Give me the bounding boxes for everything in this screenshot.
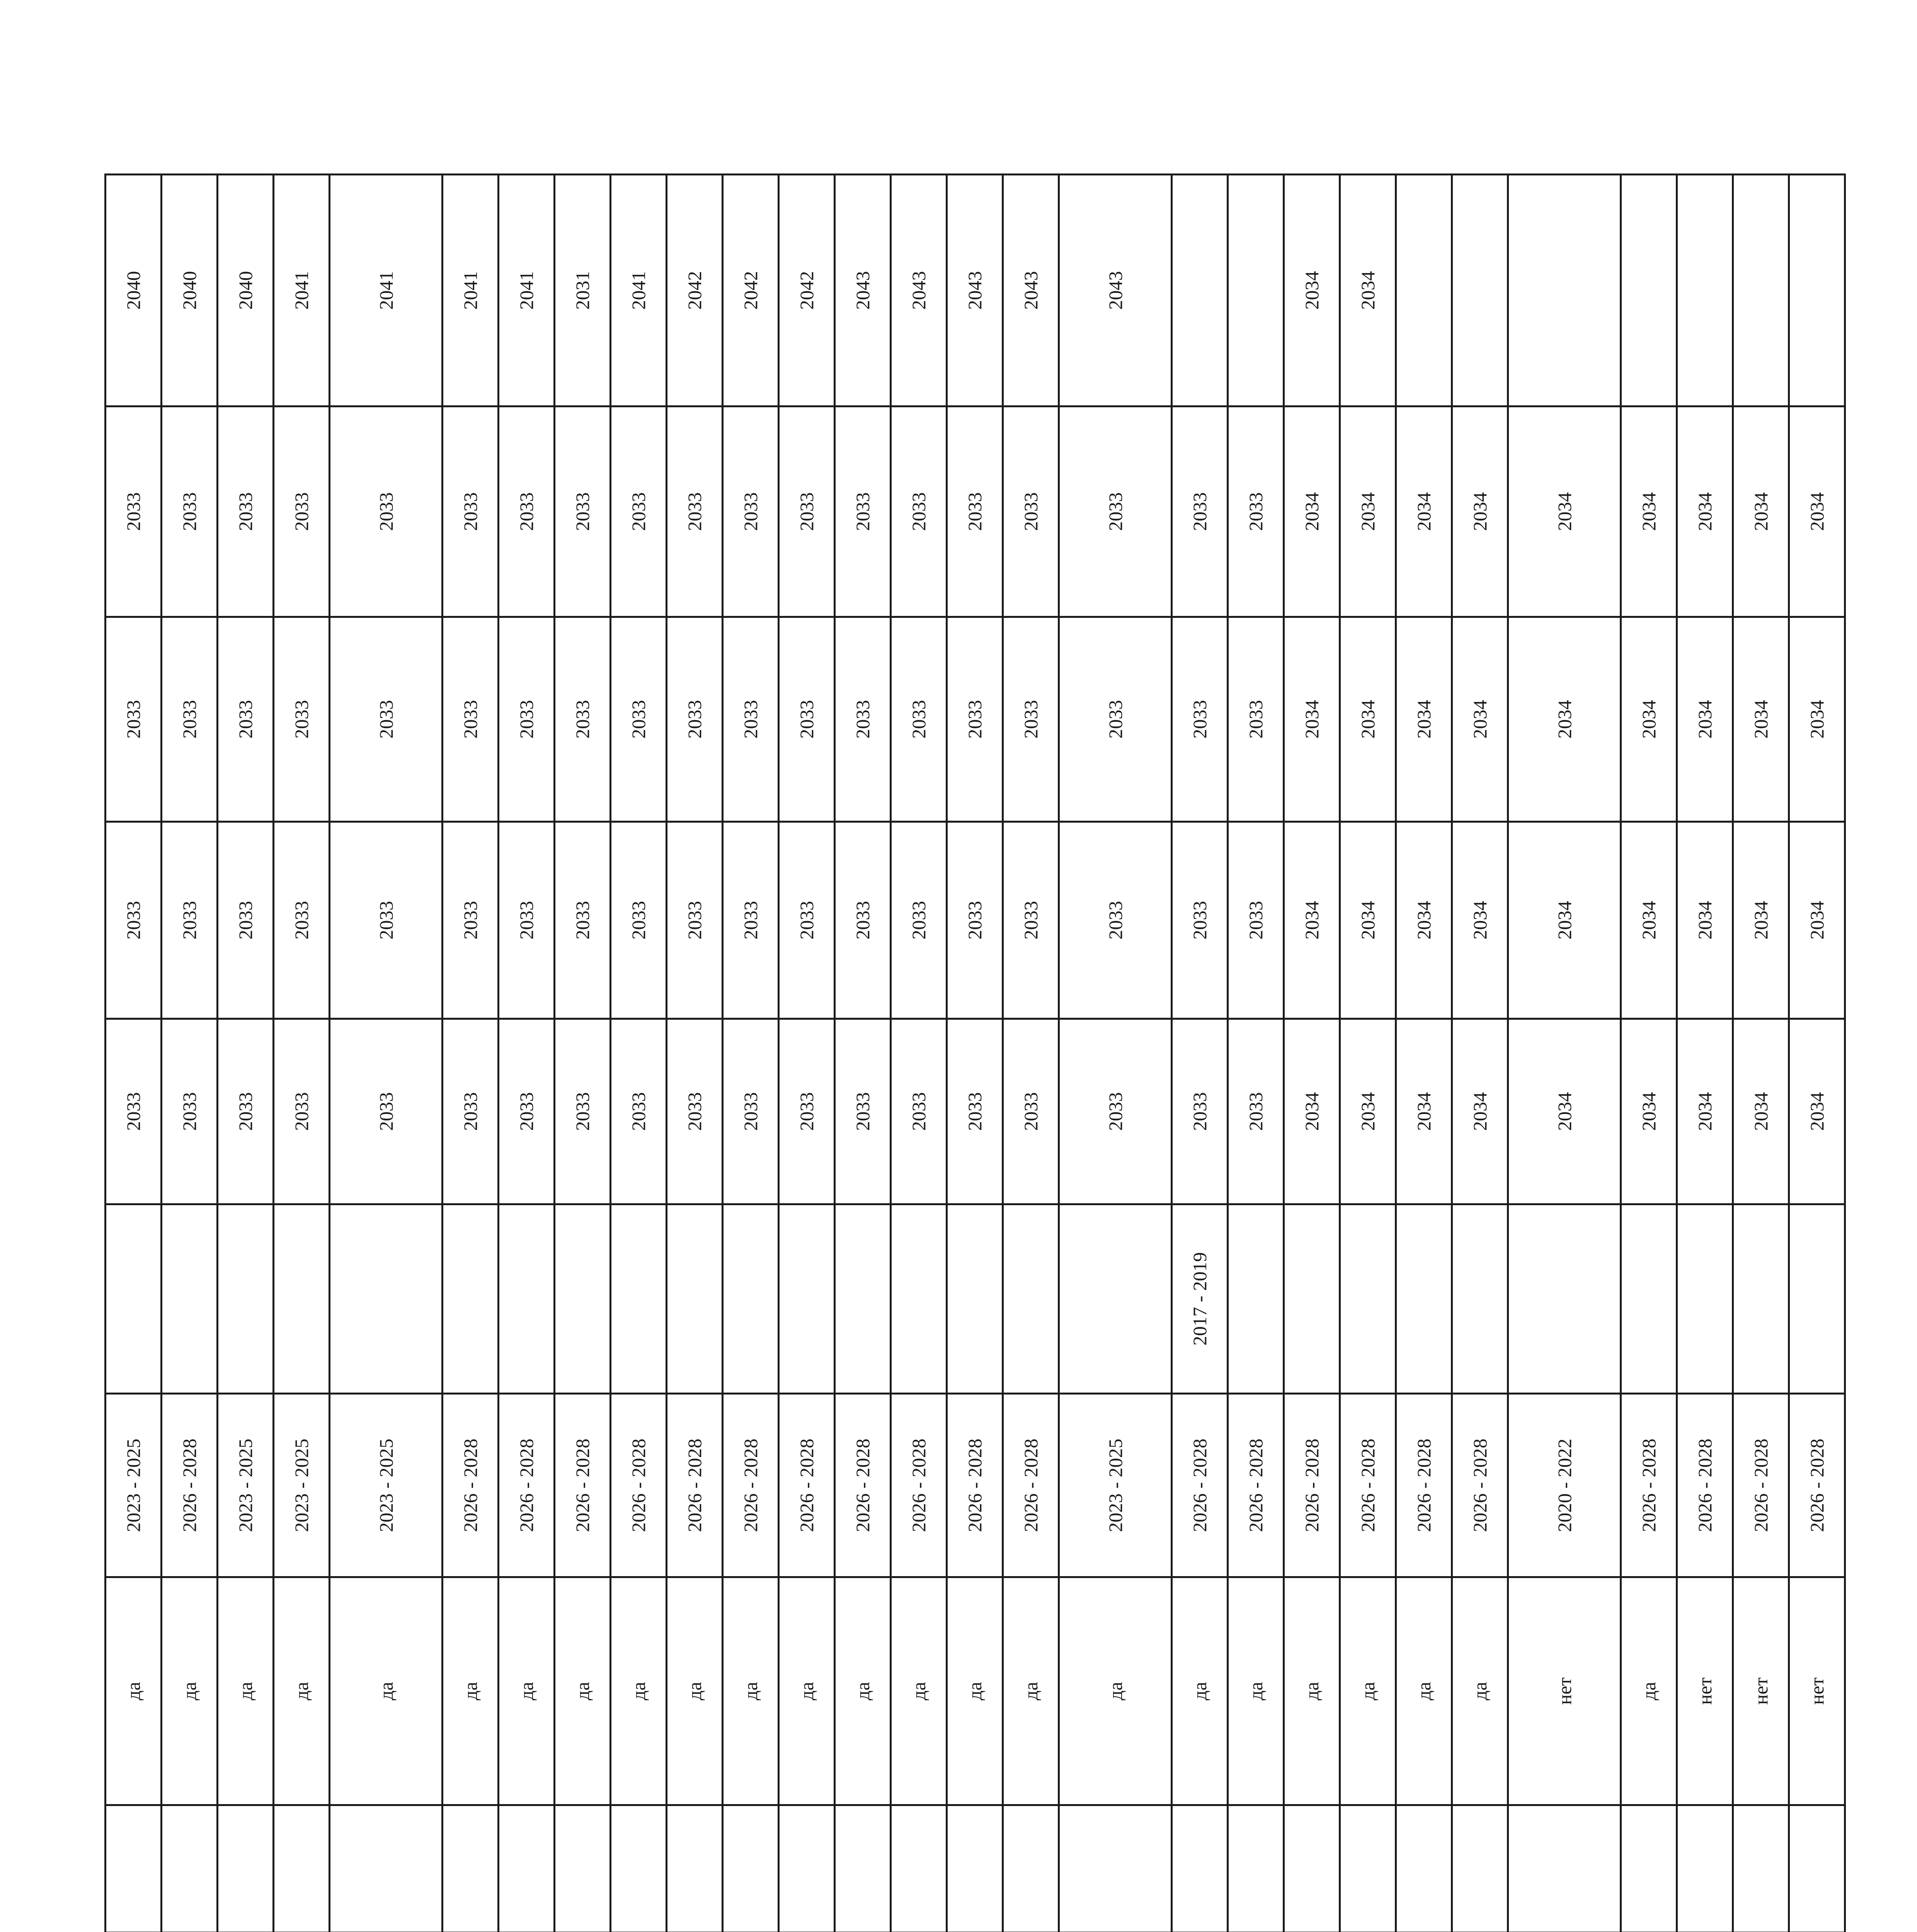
year-col-10-cell: 2033	[1003, 1019, 1059, 1204]
period-b-cell	[330, 1204, 443, 1394]
column-6-cell	[1172, 1805, 1228, 1932]
year-col-12-cell: 2033	[1059, 617, 1172, 822]
table-row	[443, 175, 499, 1932]
table-row	[1733, 175, 1789, 1932]
column-6-cell	[274, 1805, 330, 1932]
table-row	[1340, 175, 1396, 1932]
year-col-11-cell: 2033	[106, 822, 162, 1019]
year-col-14-cell	[1396, 175, 1452, 406]
year-col-11-cell: 2034	[1677, 822, 1733, 1019]
column-7-cell: да	[1172, 1577, 1228, 1805]
column-6-cell	[106, 1805, 162, 1932]
table-row	[1789, 175, 1845, 1932]
year-col-11-cell: 2033	[1059, 822, 1172, 1019]
column-7-cell: да	[1284, 1577, 1340, 1805]
column-6-cell	[1677, 1805, 1733, 1932]
period-a-cell: 2023 - 2025	[1059, 1394, 1172, 1577]
period-a-cell: 2026 - 2028	[611, 1394, 667, 1577]
column-7-cell: да	[106, 1577, 162, 1805]
year-col-10-cell: 2034	[1340, 1019, 1396, 1204]
year-col-11-cell: 2034	[1452, 822, 1508, 1019]
year-col-12-cell: 2033	[274, 617, 330, 822]
year-col-12-cell: 2034	[1340, 617, 1396, 822]
column-7-cell: да	[162, 1577, 218, 1805]
year-col-13-cell: 2034	[1340, 406, 1396, 617]
period-b-cell	[611, 1204, 667, 1394]
year-col-10-cell: 2033	[779, 1019, 835, 1204]
year-col-13-cell: 2033	[667, 406, 723, 617]
year-col-10-cell: 2033	[274, 1019, 330, 1204]
table-row	[779, 175, 835, 1932]
table-row	[1677, 175, 1733, 1932]
year-col-11-cell: 2033	[667, 822, 723, 1019]
table-row	[1396, 175, 1452, 1932]
year-col-13-cell: 2033	[499, 406, 555, 617]
year-col-13-cell: 2033	[611, 406, 667, 617]
column-6-cell	[1396, 1805, 1452, 1932]
year-col-14-cell	[1621, 175, 1677, 406]
year-col-12-cell: 2033	[162, 617, 218, 822]
year-col-14-cell: 2043	[835, 175, 891, 406]
period-b-cell	[667, 1204, 723, 1394]
period-b-cell	[1621, 1204, 1677, 1394]
column-6-cell	[667, 1805, 723, 1932]
year-col-14-cell	[1789, 175, 1845, 406]
year-col-11-cell: 2033	[274, 822, 330, 1019]
column-6-cell	[723, 1805, 779, 1932]
year-col-14-cell: 2041	[611, 175, 667, 406]
column-6-cell	[891, 1805, 947, 1932]
year-col-10-cell: 2033	[218, 1019, 274, 1204]
year-col-13-cell: 2033	[162, 406, 218, 617]
column-7-cell: да	[1340, 1577, 1396, 1805]
column-7-cell: да	[499, 1577, 555, 1805]
year-col-14-cell: 2034	[1284, 175, 1340, 406]
table-row	[218, 175, 274, 1932]
year-col-14-cell: 2043	[891, 175, 947, 406]
period-b-cell	[1340, 1204, 1396, 1394]
column-6-cell	[443, 1805, 499, 1932]
table-row	[106, 175, 162, 1932]
year-col-14-cell: 2043	[1059, 175, 1172, 406]
year-col-11-cell: 2033	[723, 822, 779, 1019]
column-7-cell: да	[1452, 1577, 1508, 1805]
year-col-11-cell: 2033	[947, 822, 1003, 1019]
table-row	[555, 175, 611, 1932]
year-col-12-cell: 2033	[443, 617, 499, 822]
year-col-13-cell: 2033	[779, 406, 835, 617]
period-a-cell: 2026 - 2028	[1452, 1394, 1508, 1577]
period-a-cell: 2026 - 2028	[499, 1394, 555, 1577]
year-col-14-cell: 2040	[218, 175, 274, 406]
year-col-13-cell: 2034	[1733, 406, 1789, 617]
year-col-12-cell: 2034	[1621, 617, 1677, 822]
column-7-cell: да	[1396, 1577, 1452, 1805]
year-col-14-cell: 2031	[555, 175, 611, 406]
column-7-cell: да	[835, 1577, 891, 1805]
year-col-11-cell: 2034	[1284, 822, 1340, 1019]
year-col-13-cell: 2034	[1396, 406, 1452, 617]
column-6-cell	[330, 1805, 443, 1932]
column-7-cell: да	[779, 1577, 835, 1805]
year-col-10-cell: 2033	[555, 1019, 611, 1204]
column-7-cell: да	[330, 1577, 443, 1805]
year-col-14-cell	[1228, 175, 1284, 406]
year-col-10-cell: 2034	[1284, 1019, 1340, 1204]
year-col-13-cell: 2033	[947, 406, 1003, 617]
year-col-12-cell: 2034	[1677, 617, 1733, 822]
year-col-12-cell: 2033	[218, 617, 274, 822]
period-a-cell: 2026 - 2028	[1677, 1394, 1733, 1577]
column-7-cell: да	[1059, 1577, 1172, 1805]
period-a-cell: 2026 - 2028	[162, 1394, 218, 1577]
year-col-13-cell: 2033	[891, 406, 947, 617]
table-row	[723, 175, 779, 1932]
column-7-cell: да	[723, 1577, 779, 1805]
column-6-cell	[1003, 1805, 1059, 1932]
column-6-cell	[1059, 1805, 1172, 1932]
period-a-cell: 2026 - 2028	[891, 1394, 947, 1577]
housing-repair-schedule-table	[104, 173, 1846, 1932]
year-col-14-cell	[1452, 175, 1508, 406]
year-col-11-cell: 2033	[891, 822, 947, 1019]
column-6-cell	[1452, 1805, 1508, 1932]
year-col-12-cell: 2033	[947, 617, 1003, 822]
year-col-14-cell	[1508, 175, 1621, 406]
year-col-13-cell: 2034	[1621, 406, 1677, 617]
period-a-cell: 2020 - 2022	[1508, 1394, 1621, 1577]
column-7-cell: да	[443, 1577, 499, 1805]
column-6-cell	[611, 1805, 667, 1932]
column-7-cell: нет	[1677, 1577, 1733, 1805]
period-b-cell	[162, 1204, 218, 1394]
table-row	[1508, 175, 1621, 1932]
year-col-11-cell: 2033	[499, 822, 555, 1019]
period-a-cell: 2026 - 2028	[835, 1394, 891, 1577]
period-a-cell: 2026 - 2028	[1621, 1394, 1677, 1577]
year-col-14-cell: 2041	[443, 175, 499, 406]
year-col-13-cell: 2034	[1284, 406, 1340, 617]
year-col-13-cell: 2033	[723, 406, 779, 617]
period-a-cell: 2023 - 2025	[274, 1394, 330, 1577]
period-b-cell	[779, 1204, 835, 1394]
year-col-13-cell: 2034	[1452, 406, 1508, 617]
year-col-11-cell: 2033	[330, 822, 443, 1019]
year-col-12-cell: 2033	[611, 617, 667, 822]
column-6-cell	[1621, 1805, 1677, 1932]
period-a-cell: 2023 - 2025	[106, 1394, 162, 1577]
table-row	[891, 175, 947, 1932]
period-a-cell: 2026 - 2028	[947, 1394, 1003, 1577]
year-col-12-cell: 2033	[330, 617, 443, 822]
column-6-cell	[835, 1805, 891, 1932]
year-col-14-cell: 2042	[723, 175, 779, 406]
year-col-14-cell: 2040	[162, 175, 218, 406]
year-col-10-cell: 2033	[947, 1019, 1003, 1204]
column-7-cell: да	[1621, 1577, 1677, 1805]
year-col-12-cell: 2033	[1003, 617, 1059, 822]
table-row	[1059, 175, 1172, 1932]
year-col-14-cell: 2042	[667, 175, 723, 406]
table-row	[1003, 175, 1059, 1932]
period-a-cell: 2026 - 2028	[1789, 1394, 1845, 1577]
period-b-cell	[1677, 1204, 1733, 1394]
year-col-10-cell: 2033	[1172, 1019, 1228, 1204]
column-6-cell	[162, 1805, 218, 1932]
year-col-10-cell: 2034	[1452, 1019, 1508, 1204]
period-a-cell: 2026 - 2028	[1340, 1394, 1396, 1577]
period-a-cell: 2026 - 2028	[1396, 1394, 1452, 1577]
year-col-12-cell: 2033	[779, 617, 835, 822]
period-a-cell: 2026 - 2028	[1284, 1394, 1340, 1577]
year-col-12-cell: 2033	[499, 617, 555, 822]
column-7-cell: да	[1003, 1577, 1059, 1805]
period-a-cell: 2026 - 2028	[723, 1394, 779, 1577]
column-7-cell: да	[947, 1577, 1003, 1805]
column-7-cell: да	[611, 1577, 667, 1805]
column-7-cell: нет	[1789, 1577, 1845, 1805]
period-b-cell	[723, 1204, 779, 1394]
year-col-11-cell: 2033	[218, 822, 274, 1019]
year-col-10-cell: 2033	[106, 1019, 162, 1204]
column-7-cell: да	[1228, 1577, 1284, 1805]
year-col-11-cell: 2033	[611, 822, 667, 1019]
table-row	[1284, 175, 1340, 1932]
period-b-cell	[947, 1204, 1003, 1394]
year-col-10-cell: 2033	[1228, 1019, 1284, 1204]
table-row	[611, 175, 667, 1932]
column-6-cell	[1733, 1805, 1789, 1932]
table-row	[499, 175, 555, 1932]
year-col-13-cell: 2033	[835, 406, 891, 617]
period-a-cell: 2026 - 2028	[1172, 1394, 1228, 1577]
period-b-cell	[499, 1204, 555, 1394]
year-col-13-cell: 2033	[443, 406, 499, 617]
year-col-13-cell: 2033	[1003, 406, 1059, 617]
year-col-11-cell: 2034	[1789, 822, 1845, 1019]
year-col-12-cell: 2033	[667, 617, 723, 822]
table-row	[1621, 175, 1677, 1932]
period-b-cell	[1789, 1204, 1845, 1394]
year-col-12-cell: 2034	[1284, 617, 1340, 822]
year-col-10-cell: 2033	[891, 1019, 947, 1204]
period-b-cell	[1452, 1204, 1508, 1394]
year-col-12-cell: 2034	[1733, 617, 1789, 822]
year-col-14-cell: 2041	[330, 175, 443, 406]
year-col-11-cell: 2033	[779, 822, 835, 1019]
table-row	[1452, 175, 1508, 1932]
year-col-11-cell: 2033	[835, 822, 891, 1019]
table-row	[1172, 175, 1228, 1932]
column-7-cell: нет	[1733, 1577, 1789, 1805]
period-b-cell	[443, 1204, 499, 1394]
year-col-13-cell: 2033	[1228, 406, 1284, 617]
column-6-cell	[218, 1805, 274, 1932]
year-col-11-cell: 2033	[555, 822, 611, 1019]
year-col-10-cell: 2034	[1621, 1019, 1677, 1204]
table-row	[330, 175, 443, 1932]
table-body	[106, 175, 1845, 1932]
year-col-14-cell: 2040	[106, 175, 162, 406]
year-col-11-cell: 2034	[1621, 822, 1677, 1019]
year-col-12-cell: 2033	[723, 617, 779, 822]
column-6-cell	[555, 1805, 611, 1932]
year-col-11-cell: 2033	[162, 822, 218, 1019]
year-col-13-cell: 2033	[274, 406, 330, 617]
table-row	[1228, 175, 1284, 1932]
year-col-13-cell: 2034	[1677, 406, 1733, 617]
year-col-13-cell: 2033	[555, 406, 611, 617]
column-6-cell	[1789, 1805, 1845, 1932]
table-row	[835, 175, 891, 1932]
year-col-12-cell: 2033	[835, 617, 891, 822]
year-col-12-cell: 2033	[891, 617, 947, 822]
year-col-11-cell: 2034	[1340, 822, 1396, 1019]
year-col-11-cell: 2033	[1172, 822, 1228, 1019]
period-b-cell	[218, 1204, 274, 1394]
year-col-11-cell: 2033	[443, 822, 499, 1019]
year-col-10-cell: 2033	[835, 1019, 891, 1204]
year-col-12-cell: 2033	[1172, 617, 1228, 822]
year-col-12-cell: 2033	[555, 617, 611, 822]
year-col-14-cell: 2034	[1340, 175, 1396, 406]
period-b-cell	[835, 1204, 891, 1394]
period-b-cell	[1228, 1204, 1284, 1394]
column-6-cell	[947, 1805, 1003, 1932]
table-row	[274, 175, 330, 1932]
period-b-cell	[555, 1204, 611, 1394]
year-col-10-cell: 2033	[499, 1019, 555, 1204]
year-col-10-cell: 2034	[1733, 1019, 1789, 1204]
column-6-cell	[1340, 1805, 1396, 1932]
year-col-14-cell	[1172, 175, 1228, 406]
year-col-13-cell: 2033	[1059, 406, 1172, 617]
year-col-14-cell: 2041	[499, 175, 555, 406]
period-a-cell: 2026 - 2028	[1003, 1394, 1059, 1577]
column-7-cell: да	[891, 1577, 947, 1805]
column-7-cell: да	[274, 1577, 330, 1805]
period-a-cell: 2023 - 2025	[218, 1394, 274, 1577]
period-b-cell	[1396, 1204, 1452, 1394]
year-col-13-cell: 2033	[330, 406, 443, 617]
year-col-14-cell: 2041	[274, 175, 330, 406]
column-7-cell: да	[555, 1577, 611, 1805]
year-col-10-cell: 2034	[1789, 1019, 1845, 1204]
table-row	[162, 175, 218, 1932]
period-a-cell: 2026 - 2028	[667, 1394, 723, 1577]
column-6-cell	[1228, 1805, 1284, 1932]
year-col-14-cell: 2042	[779, 175, 835, 406]
table-row	[667, 175, 723, 1932]
year-col-10-cell: 2034	[1396, 1019, 1452, 1204]
period-b-cell	[274, 1204, 330, 1394]
column-6-cell	[1284, 1805, 1340, 1932]
year-col-12-cell: 2034	[1789, 617, 1845, 822]
period-b-cell	[891, 1204, 947, 1394]
column-6-cell	[1508, 1805, 1621, 1932]
year-col-13-cell: 2033	[106, 406, 162, 617]
column-6-cell	[499, 1805, 555, 1932]
year-col-10-cell: 2033	[330, 1019, 443, 1204]
year-col-13-cell: 2034	[1508, 406, 1621, 617]
period-b-cell: 2017 - 2019	[1172, 1204, 1228, 1394]
period-b-cell	[1003, 1204, 1059, 1394]
period-a-cell: 2026 - 2028	[779, 1394, 835, 1577]
year-col-12-cell: 2034	[1396, 617, 1452, 822]
year-col-14-cell: 2043	[947, 175, 1003, 406]
year-col-10-cell: 2033	[1059, 1019, 1172, 1204]
year-col-10-cell: 2033	[443, 1019, 499, 1204]
year-col-10-cell: 2033	[723, 1019, 779, 1204]
year-col-12-cell: 2033	[106, 617, 162, 822]
period-a-cell: 2026 - 2028	[1733, 1394, 1789, 1577]
column-7-cell: нет	[1508, 1577, 1621, 1805]
period-a-cell: 2023 - 2025	[330, 1394, 443, 1577]
period-a-cell: 2026 - 2028	[555, 1394, 611, 1577]
column-6-cell	[779, 1805, 835, 1932]
year-col-11-cell: 2033	[1003, 822, 1059, 1019]
year-col-14-cell	[1733, 175, 1789, 406]
table-row	[947, 175, 1003, 1932]
year-col-12-cell: 2033	[1228, 617, 1284, 822]
year-col-11-cell: 2033	[1228, 822, 1284, 1019]
column-7-cell: да	[218, 1577, 274, 1805]
year-col-13-cell: 2033	[1172, 406, 1228, 617]
year-col-10-cell: 2033	[611, 1019, 667, 1204]
year-col-14-cell	[1677, 175, 1733, 406]
period-a-cell: 2026 - 2028	[443, 1394, 499, 1577]
year-col-14-cell: 2043	[1003, 175, 1059, 406]
period-a-cell: 2026 - 2028	[1228, 1394, 1284, 1577]
year-col-12-cell: 2034	[1452, 617, 1508, 822]
period-b-cell	[1284, 1204, 1340, 1394]
period-b-cell	[1733, 1204, 1789, 1394]
period-b-cell	[106, 1204, 162, 1394]
year-col-10-cell: 2034	[1508, 1019, 1621, 1204]
year-col-10-cell: 2033	[667, 1019, 723, 1204]
period-b-cell	[1508, 1204, 1621, 1394]
column-7-cell: да	[667, 1577, 723, 1805]
year-col-10-cell: 2033	[162, 1019, 218, 1204]
period-b-cell	[1059, 1204, 1172, 1394]
year-col-11-cell: 2034	[1396, 822, 1452, 1019]
year-col-11-cell: 2034	[1733, 822, 1789, 1019]
year-col-13-cell: 2033	[218, 406, 274, 617]
year-col-12-cell: 2034	[1508, 617, 1621, 822]
year-col-13-cell: 2034	[1789, 406, 1845, 617]
year-col-10-cell: 2034	[1677, 1019, 1733, 1204]
year-col-11-cell: 2034	[1508, 822, 1621, 1019]
